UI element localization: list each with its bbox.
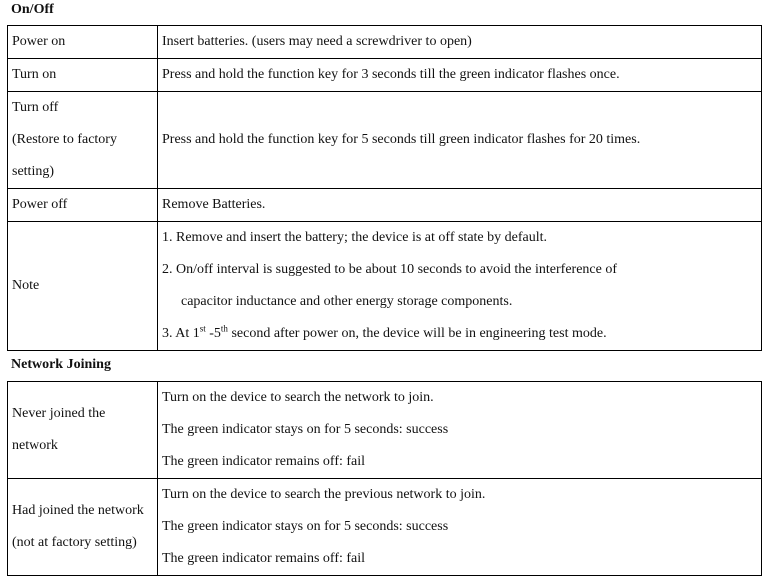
row-label: Power on: [8, 26, 158, 59]
row-content: Turn on the device to search the network to join. The green indicator stays on for 5 seconds: success The green indicator remains off: fail: [158, 382, 762, 479]
table-row: [8, 382, 762, 479]
row-label: Never joined the network: [8, 382, 158, 479]
row-content: Press and hold the function key for 5 seconds till green indicator flashes for 20 times.: [158, 92, 762, 189]
section-title-network-joining: Network Joining: [11, 357, 111, 372]
row-content: Press and hold the function key for 3 seconds till the green indicator flashes once.: [158, 59, 762, 92]
table-row: [8, 479, 762, 576]
row-content: Remove Batteries.: [158, 189, 762, 222]
on-off-table: [7, 25, 762, 351]
section-title-on-off: On/Off: [11, 2, 54, 17]
row-label: Had joined the network (not at factory setting): [8, 479, 158, 576]
note-line-4: 3. At 1st -5th second after power on, the device will be in engineering test mode.: [162, 323, 607, 341]
table-row: [8, 92, 762, 189]
table-row: [8, 59, 762, 92]
table-row: [8, 26, 762, 59]
row-content: Insert batteries. (users may need a screwdriver to open): [158, 26, 762, 59]
row-label: Note: [8, 222, 158, 351]
table-row-note: [8, 222, 762, 351]
row-label: Power off: [8, 189, 158, 222]
row-content: Turn on the device to search the previous network to join. The green indicator stays on for 5 seconds: success The green indicator remains off: fail: [158, 479, 762, 576]
row-label: Turn off (Restore to factory setting): [8, 92, 158, 189]
network-joining-table: [7, 381, 762, 576]
table-row: [8, 189, 762, 222]
row-label: Turn on: [8, 59, 158, 92]
note-content: 1. Remove and insert the battery; the device is at off state by default. 2. On/off interval is suggested to be about 10 seconds to avoid the interference of capacitor inductance and other energy storage components. 3. At 1st -5th second after power on, the device will be in engineering test mode.: [158, 222, 762, 351]
